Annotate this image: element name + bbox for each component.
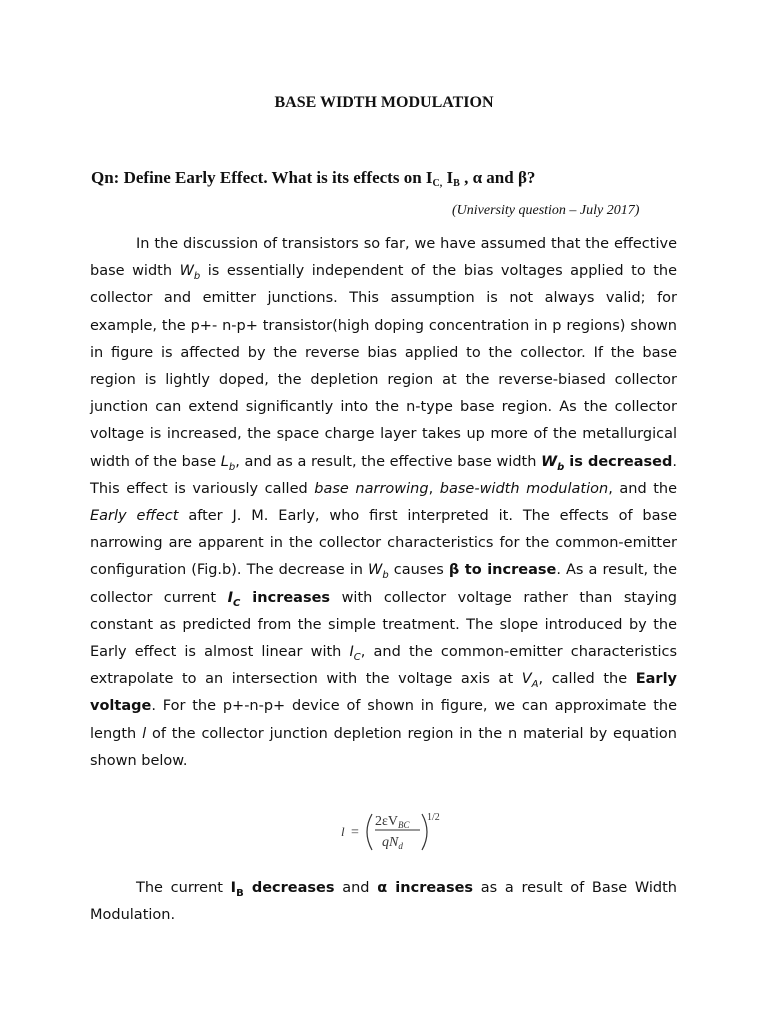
p1-va-sub: A <box>531 679 539 691</box>
p2-ib: I <box>230 880 237 896</box>
page-title: BASE WIDTH MODULATION <box>274 94 494 111</box>
question-ib-subscript: B <box>453 178 460 189</box>
eq-lhs: l <box>341 824 345 839</box>
eq-left-paren <box>367 814 372 850</box>
p1-lb-sub: b <box>228 461 236 473</box>
p1-lb: L <box>220 453 229 470</box>
p1-wb3-sub: b <box>382 570 389 582</box>
p1-ic-sub: C <box>233 597 241 609</box>
p1-text-7: after J. M. Early, who first interpreted it. The effects of base narrowing are apparent in the collector characteristics for the common-emitter configuration (Fig.b). The decrease in <box>90 508 677 579</box>
p1-text-11: , and the common-emitter characteristics extrapolate to an intersection with the voltage axis at <box>90 644 678 688</box>
p1-early-effect: Early effect <box>90 508 179 525</box>
p1-length-l: l <box>142 725 147 742</box>
p1-decreased: is decreased <box>564 453 673 470</box>
p1-ic: I <box>227 589 234 606</box>
eq-equals: = <box>351 825 359 840</box>
p1-text-10: with collector voltage rather than staying constant as predicted from the simple treatment. The slope introduced by the Early effect is almost linear with <box>90 589 678 661</box>
p1-text-12: , called the <box>538 671 636 688</box>
depletion-length-equation <box>338 808 448 856</box>
p1-wb-sub: b <box>193 271 201 283</box>
p1-wb2-sub: b <box>557 461 565 473</box>
p1-base-narrowing: base narrowing <box>314 480 429 497</box>
eq-exponent: 1/2 <box>427 812 440 823</box>
question-text: Qn: Define Early Effect. What is its effects on I <box>91 168 433 187</box>
p2-decreases: decreases <box>243 880 335 896</box>
p1-increases: increases <box>240 589 331 606</box>
p2-ib-sub: B <box>236 887 244 899</box>
p2-alpha-increases: α increases <box>377 880 474 896</box>
p1-base-width-modulation: base-width modulation <box>439 480 609 497</box>
paragraph-early-effect <box>90 231 677 775</box>
p1-text-1: In the discussion of transistors so far, we have assumed that the effective base width <box>90 236 677 280</box>
question-source: (University question – July 2017) <box>452 203 640 218</box>
p1-early-voltage: Early voltage <box>90 671 677 715</box>
question-heading <box>91 168 681 189</box>
p1-text-13: . For the p+-n-p+ device of shown in figure, we can approximate the length <box>90 698 677 742</box>
question-ic-subscript: C, <box>432 178 443 189</box>
p1-ic2-sub: C <box>353 651 361 663</box>
p1-va: V <box>521 671 532 688</box>
question-ib-letter: I <box>442 168 454 187</box>
paragraph-conclusion <box>90 875 677 929</box>
p2-text-3: as a result of Base Width Modulation. <box>90 880 677 924</box>
p1-ic2: I <box>349 644 354 661</box>
p1-wb2: W <box>541 453 558 470</box>
question-suffix: , α and β? <box>459 168 536 187</box>
p2-text-2: and <box>334 880 378 896</box>
p1-text-14: of the collector junction depletion region in the n material by equation shown below. <box>90 725 677 769</box>
p1-wb3: W <box>367 562 383 579</box>
p1-text-5: , <box>428 480 440 497</box>
eq-numerator: $2\varepsilon V_{BC}$ <box>375 814 410 830</box>
p1-beta-increase: β to increase <box>448 562 557 579</box>
p1-text-8: causes <box>388 562 449 579</box>
p1-text-6: , and the <box>608 480 678 497</box>
p1-wb: W <box>179 263 194 280</box>
p1-text-2: is essentially independent of the bias voltages applied to the collector and emitter junctions. This assumption is not always valid; for example, the p+- n-p+ transistor(high doping concentration in p regions) shown in figure is affected by the reverse bias applied to the collector. If the base region is lightly doped, the depletion region at the reverse-biased collector junction can extend significantly into the n-type base region. As the collector voltage is increased, the space charge layer takes up more of the metallurgical width of the base <box>90 263 677 470</box>
p1-text-9: . As a result, the collector current <box>90 562 677 606</box>
p1-text-3: , and as a result, the effective base width <box>235 453 542 470</box>
eq-denominator: $qN_d$ <box>382 835 403 851</box>
p2-text-1: The current <box>136 880 231 896</box>
p1-text-4: . This effect is variously called <box>90 453 677 497</box>
